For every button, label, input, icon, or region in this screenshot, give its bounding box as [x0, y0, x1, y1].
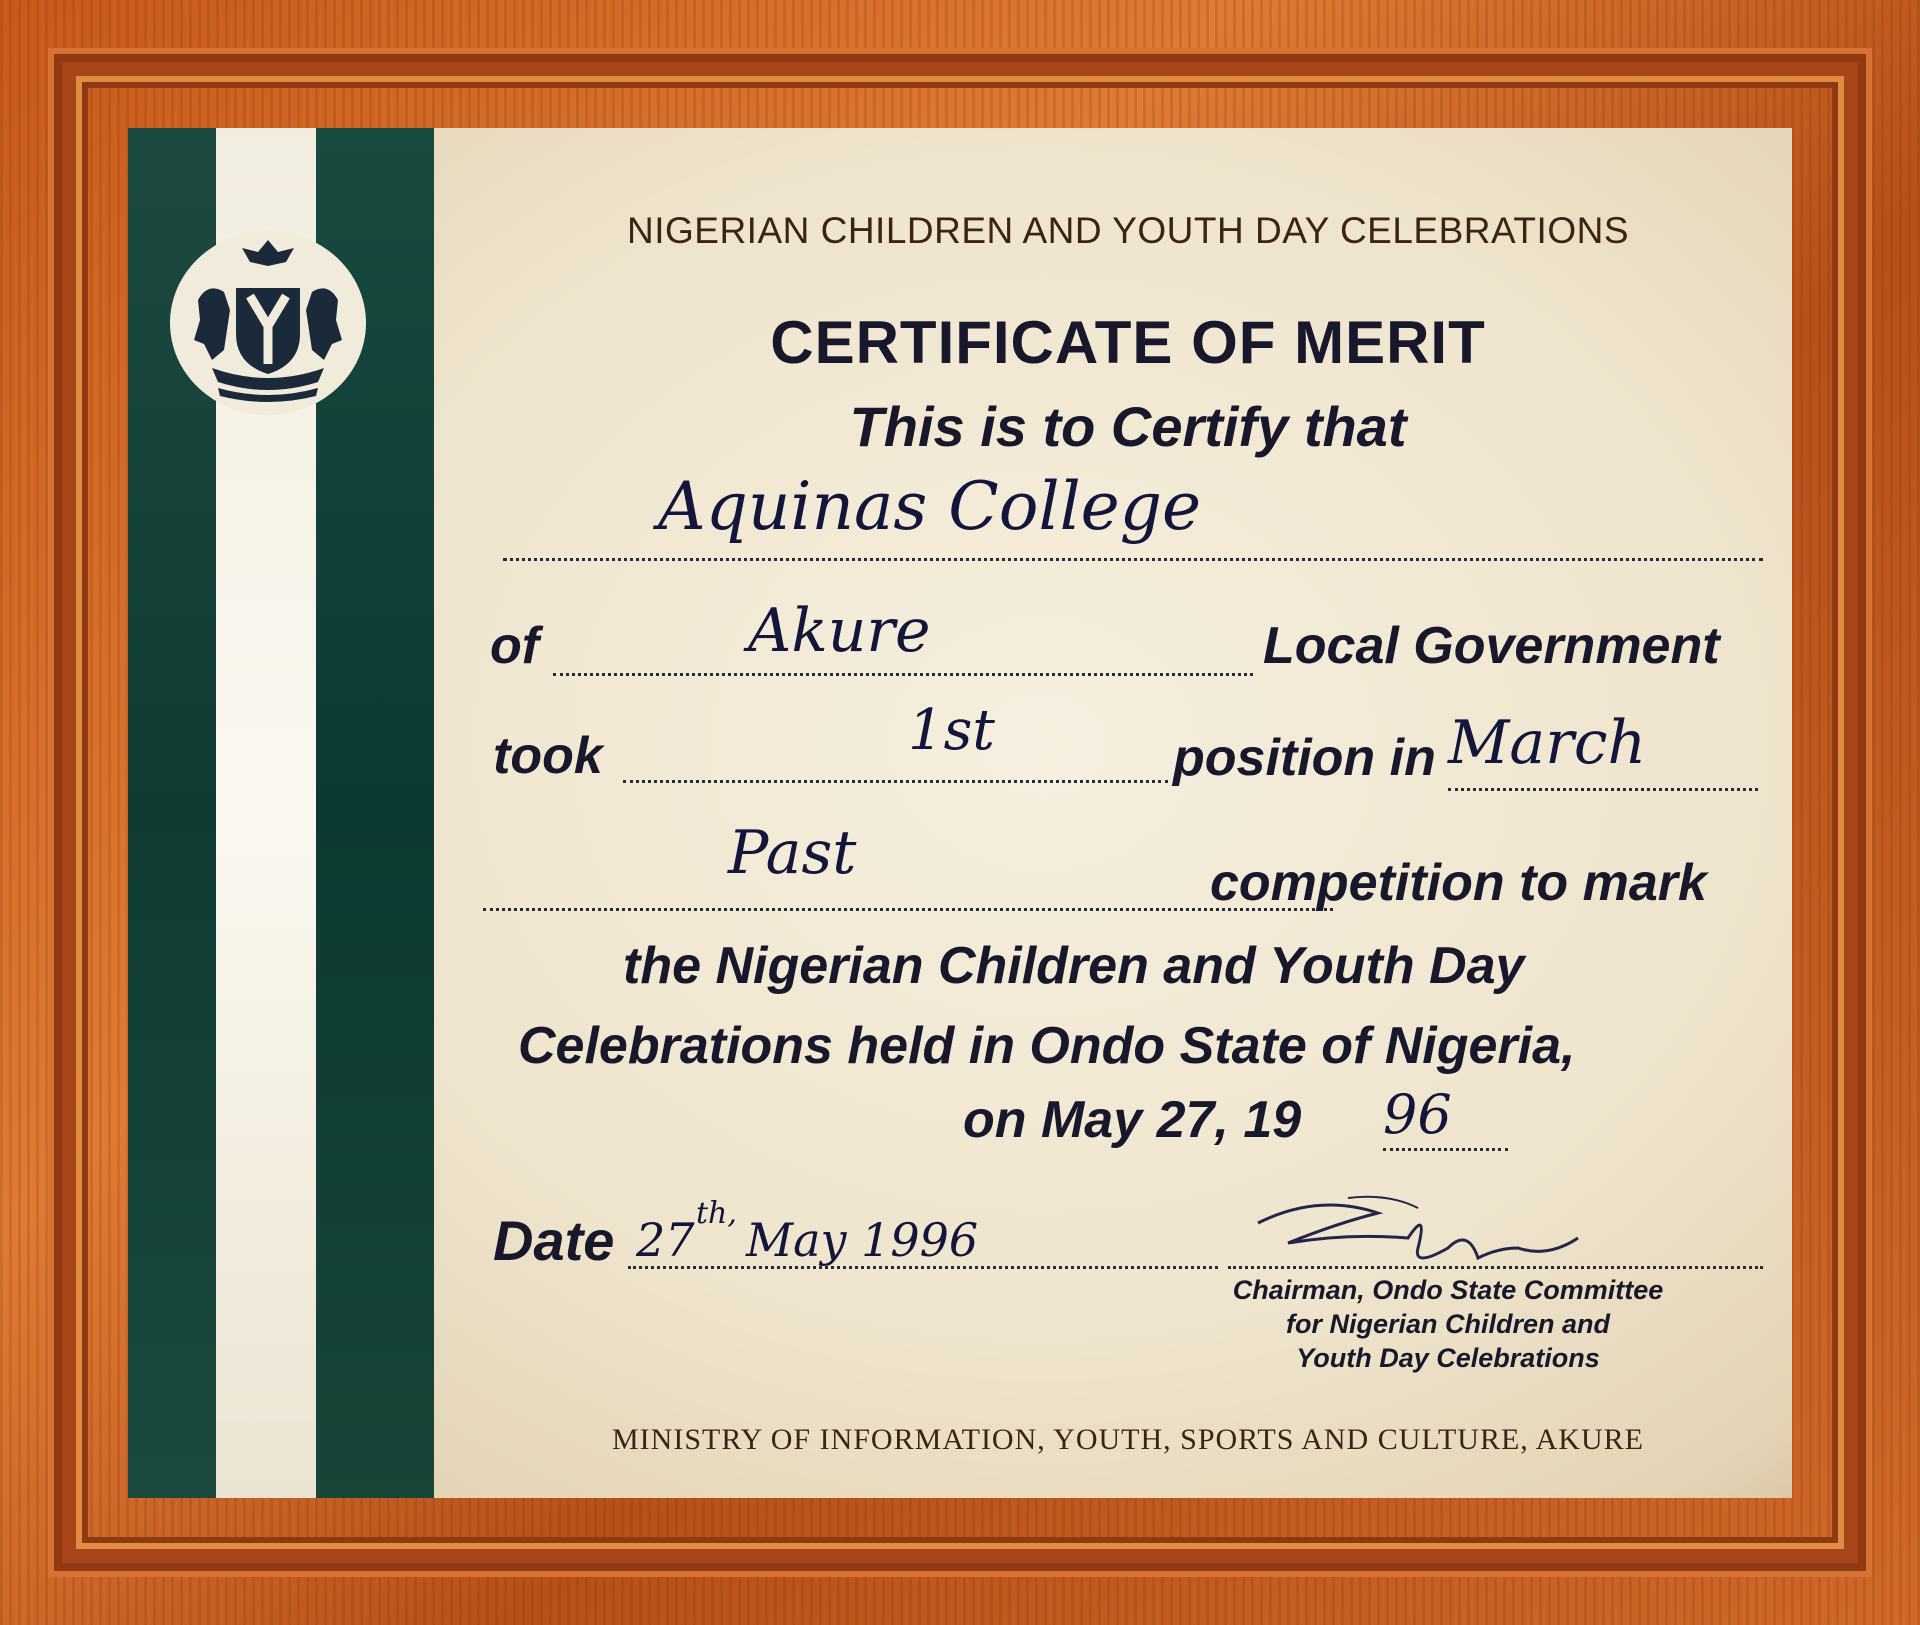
celebration-line-1: the Nigerian Children and Youth Day: [623, 937, 1525, 995]
took-label: took: [493, 727, 603, 785]
of-label: of: [490, 617, 540, 675]
event-name-part2: Past: [728, 818, 857, 888]
position-dotted-line: [623, 780, 1168, 783]
certificate-title: CERTIFICATE OF MERIT: [770, 309, 1486, 376]
signatory-line-1: Chairman, Ondo State Committee: [1232, 1275, 1664, 1305]
signatory-line-3: Youth Day Celebrations: [1296, 1343, 1600, 1373]
date-label: Date: [493, 1209, 615, 1272]
position-value: 1st: [908, 698, 995, 763]
event-name-part1: March: [1448, 708, 1647, 778]
date-suffix: th,: [696, 1196, 737, 1231]
date-month-year: May 1996: [746, 1213, 979, 1267]
certify-line: This is to Certify that: [849, 395, 1407, 458]
year-dotted-line: [1383, 1148, 1508, 1151]
position-label: position in: [1173, 729, 1436, 787]
lg-label: Local Government: [1263, 617, 1720, 675]
signature-mark: [1248, 1183, 1648, 1273]
date-day: 27: [636, 1213, 695, 1267]
certificate-header: NIGERIAN CHILDREN AND YOUTH DAY CELEBRATIONS: [626, 210, 1629, 251]
year-handwritten: 96: [1383, 1083, 1452, 1146]
celebration-line-2: Celebrations held in Ondo State of Nigeria,: [518, 1017, 1576, 1075]
lg-dotted-line: [553, 673, 1253, 676]
signature-dotted-line: [1228, 1266, 1763, 1269]
event2-dotted-line: [483, 908, 1333, 911]
signatory-line-2: for Nigerian Children and: [1285, 1309, 1611, 1339]
certificate-paper: [128, 128, 1792, 1498]
date-dotted-line: [628, 1266, 1218, 1269]
ministry-footer: MINISTRY OF INFORMATION, YOUTH, SPORTS AND CULTURE, AKURE: [612, 1423, 1644, 1456]
signatory-block: [1208, 1273, 1688, 1375]
recipient-dotted-line: [503, 558, 1763, 561]
event-dotted-line: [1448, 788, 1758, 791]
local-government-name: Akure: [748, 596, 931, 666]
printed-date-line: on May 27, 19: [963, 1091, 1302, 1149]
coat-of-arms-icon: [168, 228, 368, 418]
recipient-name: Aquinas College: [658, 468, 1202, 545]
competition-label: competition to mark: [1210, 854, 1707, 912]
